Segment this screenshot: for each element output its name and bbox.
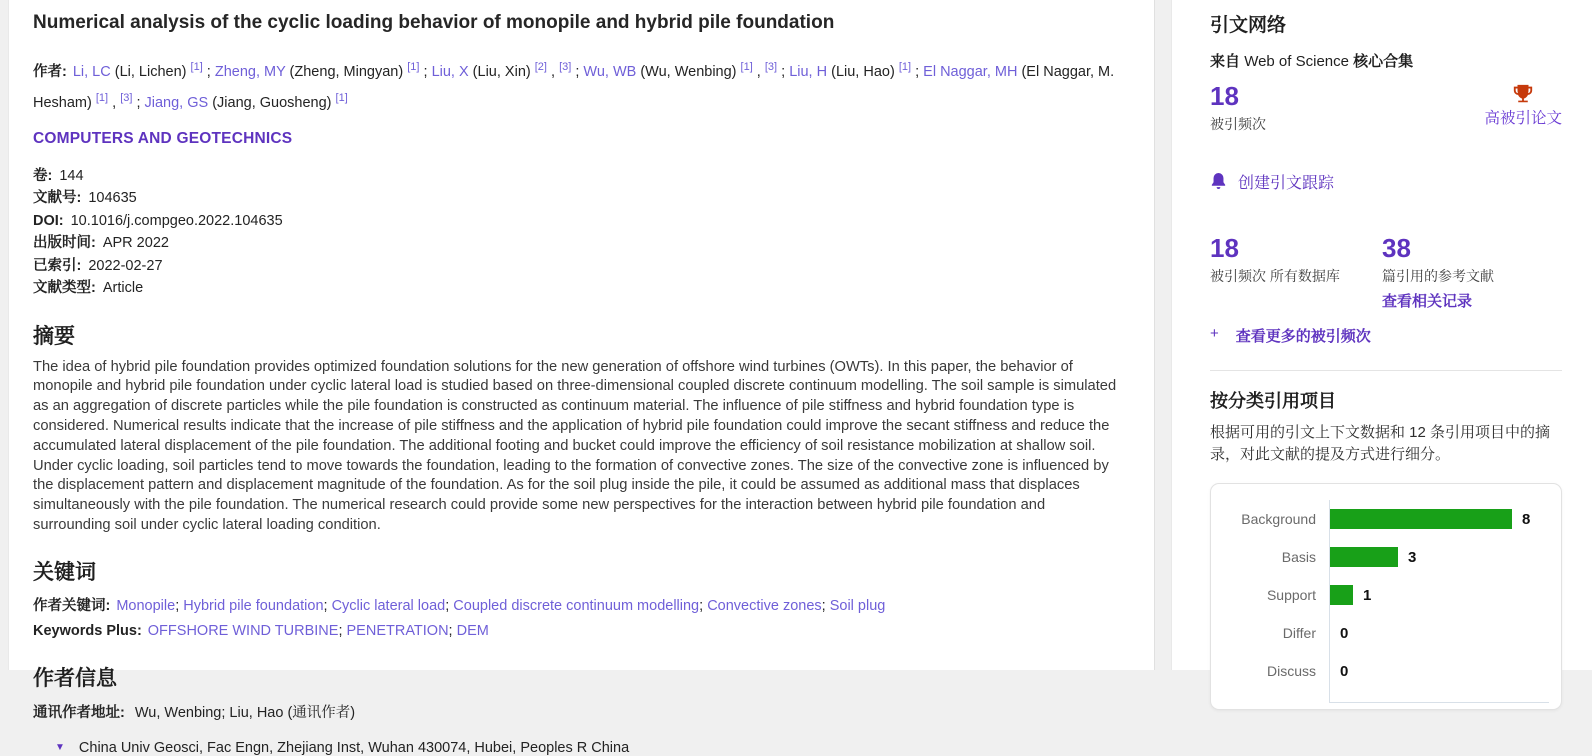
- author-full-name: (Jiang, Guosheng): [208, 94, 336, 111]
- author-affiliation-sup[interactable]: [1]: [335, 91, 348, 104]
- keyword-separator: ;: [338, 622, 347, 639]
- panel-gutter: [1155, 0, 1171, 670]
- keywords-plus-list: [148, 623, 489, 639]
- chart-value-label: 1: [1363, 586, 1372, 604]
- corresponding-author-label: 通讯作者地址:: [33, 704, 125, 721]
- metadata-label: 卷:: [33, 167, 53, 184]
- chart-plot-area: [1329, 500, 1549, 703]
- author-link[interactable]: El Naggar, MH: [923, 63, 1018, 80]
- keyword-link[interactable]: Convective zones: [707, 597, 822, 614]
- metadata-row: [33, 187, 1126, 210]
- keyword-link[interactable]: Monopile: [116, 597, 176, 614]
- citation-classes-chart: [1217, 500, 1549, 703]
- author-keywords-list: [116, 598, 885, 614]
- author-affiliation-sup[interactable]: [1]: [740, 61, 753, 73]
- citation-classes-heading: 按分类引用项目: [1210, 391, 1336, 411]
- view-related-records-link[interactable]: 查看相关记录: [1382, 293, 1473, 310]
- chart-bar-row: [1330, 652, 1549, 690]
- author-separator: ;: [911, 63, 924, 80]
- chart-bar-row: [1330, 500, 1549, 538]
- trophy-icon: [1512, 83, 1534, 105]
- author-full-name: (Li, Lichen): [110, 63, 191, 80]
- chart-bar-row: [1330, 538, 1549, 576]
- corresponding-author-line: [33, 701, 1126, 722]
- author-keywords-line: [33, 595, 1126, 617]
- keyword-separator: ;: [323, 597, 332, 614]
- all-databases-count[interactable]: 18: [1210, 233, 1239, 263]
- author-separator: ;: [202, 63, 215, 80]
- abstract-text: The idea of hybrid pile foundation provides optimized foundation solutions for the new generation of offshore wind turbines (OWTs). In this paper, the behavior of monopile and hybrid pile foundation under cyclic lateral load is studied based on three-dimensional coupled discrete continuum modelling. The soil sample is simulated as an aggregation of discrete particles while the pile foundation is constructed as continuum material. The influence of pile stiffness and hybrid foundation type is considered. Numerical results indicate that the increase of pile stiffness and the application of hybrid pile foundation could improve the secant stiffness and reduce the accumulated lateral displacement of the pile foundation. The additional footing and bucket could improve the efficiency of soil resistance mobilization at shallow soil. Under cyclic loading, soil particles tend to move towards the foundation, leading to the formation of convective zones. The size of the convective zone is influenced by the displacement pattern and displacement magnitude of the foundation. As for the soil plug inside the pile, it could be assumed as additional mass that displaces simultaneously with the pile foundation. The numerical research could provide some new perspectives for the interaction between hybrid pile foundation and surrounding soil under cyclic lateral loading condition.: [33, 358, 1117, 534]
- author-link[interactable]: Liu, H: [789, 63, 828, 80]
- chart-bar[interactable]: [1330, 547, 1398, 567]
- chart-value-label: 8: [1522, 510, 1531, 528]
- chart-category-label: Support: [1266, 587, 1316, 603]
- metadata-value: 10.1016/j.compgeo.2022.104635: [70, 212, 283, 229]
- author-affiliation-sup[interactable]: [3]: [559, 61, 572, 73]
- article-record-panel: [8, 0, 1155, 756]
- author-link[interactable]: Li, LC: [72, 63, 111, 80]
- sidebar-divider: [1210, 370, 1562, 371]
- cited-references-block: [1382, 233, 1562, 311]
- author-affiliation-sup[interactable]: [1]: [95, 91, 109, 104]
- times-cited-label: 被引频次: [1210, 116, 1266, 132]
- author-separator: ;: [571, 63, 584, 80]
- corresponding-author-suffix: (通讯作者): [287, 704, 356, 721]
- chart-bar[interactable]: [1330, 585, 1353, 605]
- cited-references-count[interactable]: 38: [1382, 233, 1411, 263]
- sup-separator: ,: [108, 94, 121, 111]
- author-info-heading: 作者信息: [33, 666, 117, 690]
- all-databases-block: [1210, 233, 1382, 311]
- chart-category-label: Differ: [1282, 625, 1316, 641]
- author-full-name: (El Naggar, M. Hesham): [33, 63, 1115, 111]
- metadata-label: 出版时间:: [33, 235, 96, 252]
- abstract-heading: 摘要: [33, 324, 75, 348]
- metadata-value: 144: [59, 167, 84, 184]
- keyword-link[interactable]: OFFSHORE WIND TURBINE: [147, 622, 339, 639]
- metadata-row: [33, 210, 1126, 233]
- source-suffix: 核心合集: [1353, 53, 1414, 70]
- author-affiliation-sup[interactable]: [2]: [534, 61, 547, 73]
- sup-separator: ,: [546, 63, 560, 80]
- metadata-label: DOI:: [33, 212, 64, 229]
- chart-bar-row: [1330, 576, 1549, 614]
- author-affiliation-sup[interactable]: [1]: [407, 61, 420, 73]
- view-more-citations-label: 查看更多的被引频次: [1235, 328, 1371, 345]
- create-citation-alert-button[interactable]: [1210, 170, 1562, 193]
- authors-label: 作者:: [33, 63, 67, 80]
- keyword-link[interactable]: Soil plug: [829, 597, 886, 614]
- sup-separator: ,: [752, 63, 765, 80]
- author-affiliation-sup[interactable]: [3]: [764, 61, 778, 73]
- author-separator: ;: [132, 94, 145, 111]
- keyword-separator: ;: [445, 597, 454, 614]
- highly-cited-label: 高被引论文: [1484, 110, 1562, 127]
- metadata-row: [33, 232, 1126, 255]
- author-keywords-label: 作者关键词:: [33, 597, 111, 614]
- create-citation-alert-label: 创建引文跟踪: [1238, 175, 1335, 192]
- metadata-value: 104635: [88, 190, 137, 207]
- keywords-plus-line: [33, 620, 1126, 642]
- source-prefix: 来自: [1210, 53, 1241, 70]
- keyword-link[interactable]: Hybrid pile foundation: [183, 597, 324, 614]
- all-databases-label: 被引频次 所有数据库: [1210, 268, 1340, 284]
- keyword-separator: ;: [699, 597, 708, 614]
- page-title: Numerical analysis of the cyclic loading behavior of monopile and hybrid pile foundation: [33, 12, 835, 33]
- cited-references-label: 篇引用的参考文献: [1382, 268, 1494, 284]
- metadata-value: 2022-02-27: [88, 257, 163, 274]
- metadata-list: [33, 165, 1126, 300]
- author-link[interactable]: Jiang, GS: [144, 94, 209, 111]
- citation-network-heading: 引文网络: [1210, 15, 1287, 36]
- chevron-down-icon[interactable]: ▼: [55, 742, 65, 754]
- metadata-row: [33, 165, 1126, 188]
- author-full-name: (Liu, Xin): [468, 63, 535, 80]
- metadata-label: 已索引:: [33, 257, 82, 274]
- source-name: Web of Science: [1244, 53, 1349, 70]
- author-separator: ;: [419, 63, 432, 80]
- authors-line: [33, 54, 1126, 116]
- author-full-name: (Liu, Hao): [827, 63, 899, 80]
- author-link[interactable]: Zheng, MY: [214, 63, 286, 80]
- citation-stats-row: [1210, 233, 1562, 311]
- chart-category-label: Discuss: [1266, 663, 1316, 679]
- keyword-link[interactable]: Coupled discrete continuum modelling: [453, 597, 700, 614]
- citation-source-line: [1210, 50, 1562, 71]
- citation-sidebar: [1171, 0, 1592, 680]
- author-full-name: (Wu, Wenbing): [636, 63, 741, 80]
- citation-classes-description: 根据可用的引文上下文数据和 12 条引用项目中的摘录，对此文献的提及方式进行细分。: [1210, 424, 1551, 463]
- keyword-separator: ;: [448, 622, 457, 639]
- chart-bar[interactable]: [1330, 509, 1512, 529]
- chart-labels-column: [1217, 500, 1329, 703]
- metadata-value: APR 2022: [102, 235, 169, 252]
- author-affiliation-sup[interactable]: [1]: [190, 61, 203, 73]
- chart-bar-row: [1330, 614, 1549, 652]
- bell-icon: [1210, 172, 1227, 191]
- address-text: China Univ Geosci, Fac Engn, Zhejiang Inst, Wuhan 430074, Hubei, Peoples R China: [78, 739, 630, 756]
- author-affiliation-sup[interactable]: [1]: [898, 61, 912, 73]
- chart-category-label: Basis: [1281, 549, 1316, 565]
- metadata-value: Article: [102, 280, 144, 297]
- author-separator: ;: [777, 63, 790, 80]
- view-more-citations-link[interactable]: [1210, 325, 1562, 346]
- author-link[interactable]: Wu, WB: [583, 63, 637, 80]
- author-affiliation-sup[interactable]: [3]: [120, 91, 133, 104]
- keywords-plus-label: Keywords Plus:: [33, 622, 142, 639]
- metadata-row: [33, 277, 1126, 300]
- citation-classes-chart-card: [1210, 483, 1562, 710]
- plus-icon: +: [1210, 325, 1219, 342]
- metadata-label: 文献号:: [33, 190, 82, 207]
- highly-cited-badge[interactable]: [1484, 83, 1562, 134]
- chart-category-label: Background: [1241, 511, 1316, 527]
- metadata-label: 文献类型:: [33, 280, 96, 297]
- journal-link[interactable]: COMPUTERS AND GEOTECHNICS: [33, 129, 293, 147]
- authors-list: [33, 61, 1115, 111]
- chart-value-label: 0: [1340, 662, 1349, 680]
- author-full-name: (Zheng, Mingyan): [285, 63, 408, 80]
- keyword-separator: ;: [175, 597, 184, 614]
- author-link[interactable]: Liu, X: [431, 63, 469, 80]
- keywords-heading: 关键词: [33, 560, 96, 584]
- address-row: [33, 740, 1126, 756]
- times-cited-block: [1210, 81, 1266, 134]
- keyword-link[interactable]: Cyclic lateral load: [331, 597, 446, 614]
- times-cited-count[interactable]: 18: [1210, 81, 1239, 111]
- times-cited-row: [1210, 81, 1562, 134]
- keyword-link[interactable]: DEM: [456, 622, 489, 639]
- metadata-row: [33, 255, 1126, 278]
- keyword-link[interactable]: PENETRATION: [346, 622, 449, 639]
- chart-value-label: 3: [1408, 548, 1417, 566]
- keyword-separator: ;: [821, 597, 830, 614]
- corresponding-author-value: Wu, Wenbing; Liu, Hao: [134, 704, 284, 721]
- chart-value-label: 0: [1340, 624, 1349, 642]
